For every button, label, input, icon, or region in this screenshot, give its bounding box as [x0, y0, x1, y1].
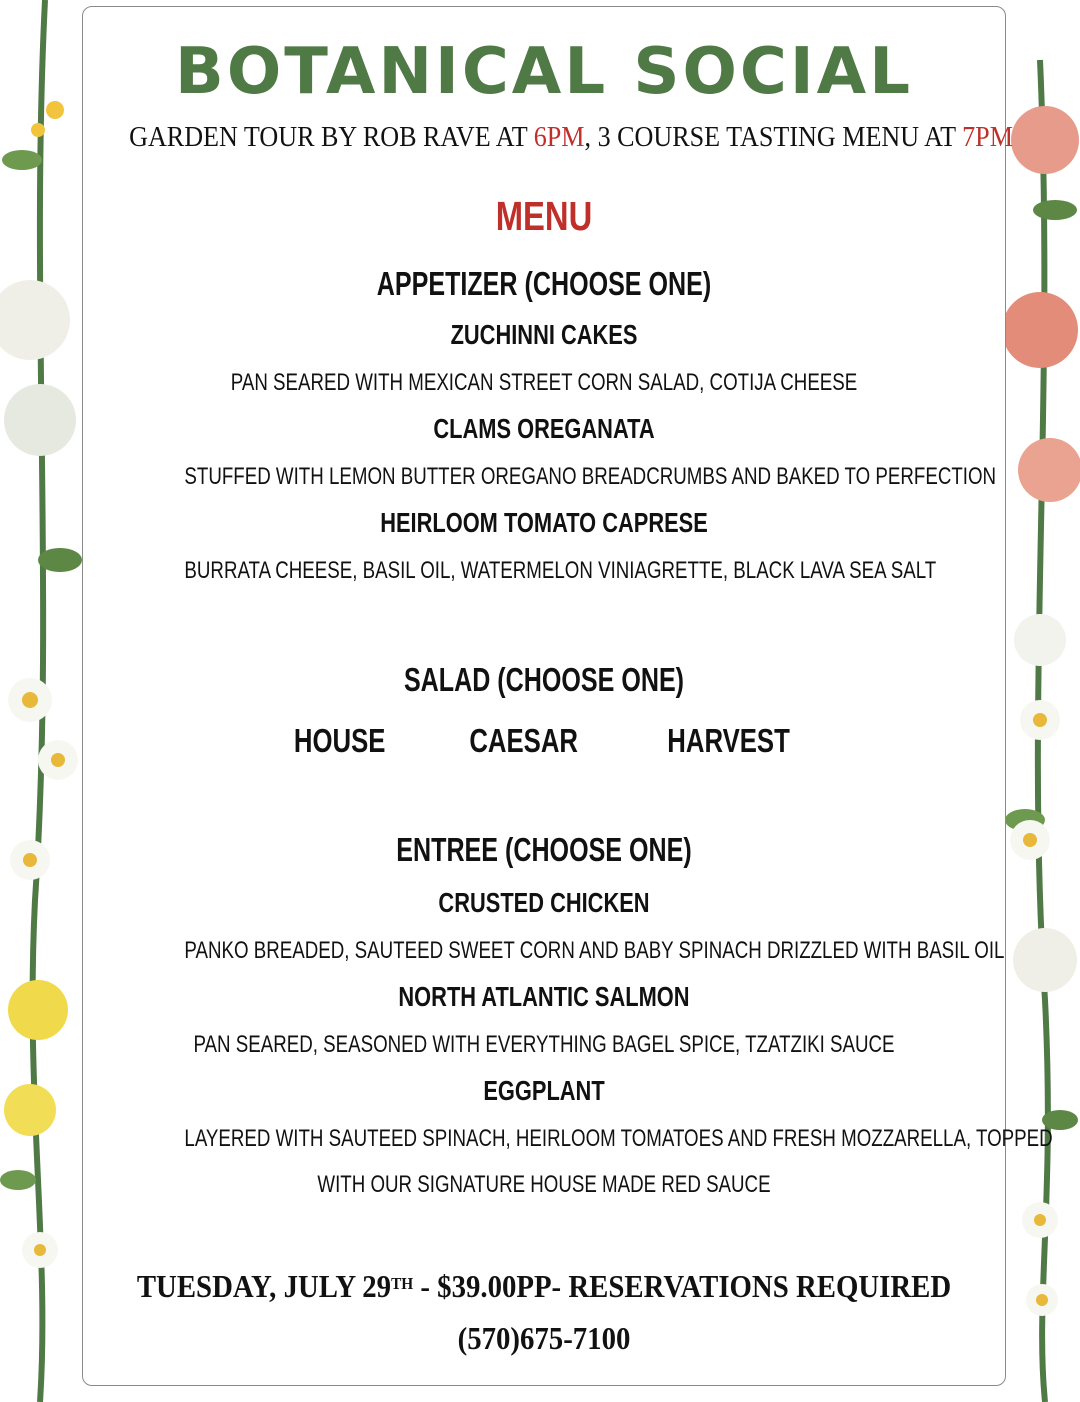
appetizer-item-name: ZUCHINNI CAKES	[450, 319, 638, 350]
appetizer-item-desc: PAN SEARED WITH MEXICAN STREET CORN SALAD, COTIJA CHEESE	[230, 369, 858, 396]
price-reservation: - $39.00PP- RESERVATIONS REQUIRED	[413, 1268, 952, 1304]
salad-options	[83, 719, 1005, 763]
entree-item-desc: PAN SEARED, SEASONED WITH EVERYTHING BAGEL SPICE, TZATZIKI SAUCE	[193, 1031, 895, 1058]
appetizer-item-desc: STUFFED WITH LEMON BUTTER OREGANO BREADCRUMBS AND BAKED TO PERFECTION	[184, 463, 997, 490]
entree-item-desc: LAYERED WITH SAUTEED SPINACH, HEIRLOOM TOMATOES AND FRESH MOZZARELLA, TOPPED	[184, 1125, 1053, 1152]
salad-option: HARVEST	[667, 722, 790, 759]
floral-border-right	[1000, 0, 1080, 1402]
entree-item-desc: WITH OUR SIGNATURE HOUSE MADE RED SAUCE	[317, 1171, 771, 1198]
subtitle-part-2: , 3 COURSE TASTING MENU AT	[584, 121, 963, 153]
entree-heading: ENTREE (CHOOSE ONE)	[396, 831, 692, 868]
tour-time: 6PM	[533, 121, 585, 153]
phone-number: (570)675-7100	[457, 1320, 631, 1356]
event-date: TUESDAY, JULY 29	[136, 1268, 392, 1304]
date-suffix: TH	[391, 1274, 414, 1293]
appetizer-heading: APPETIZER (CHOOSE ONE)	[376, 265, 712, 302]
salad-heading: SALAD (CHOOSE ONE)	[403, 661, 685, 698]
appetizer-item-desc: BURRATA CHEESE, BASIL OIL, WATERMELON VINIAGRETTE, BLACK LAVA SEA SALT	[184, 557, 937, 584]
menu-time: 7PM	[962, 121, 1013, 153]
menu-heading: MENU	[495, 193, 593, 239]
floral-border-left	[0, 0, 90, 1402]
subtitle-part-1: GARDEN TOUR BY ROB RAVE AT	[129, 121, 534, 153]
entree-item-name: CRUSTED CHICKEN	[438, 887, 650, 918]
event-subtitle	[129, 117, 1013, 157]
salad-option: HOUSE	[294, 722, 386, 759]
salad-option: CAESAR	[469, 722, 579, 759]
event-date-price	[129, 1265, 959, 1307]
event-title: BOTANICAL SOCIAL	[175, 35, 913, 109]
entree-item-name: NORTH ATLANTIC SALMON	[398, 981, 690, 1012]
appetizer-item-name: HEIRLOOM TOMATO CAPRESE	[380, 507, 708, 538]
appetizer-item-name: CLAMS OREGANATA	[433, 413, 655, 444]
menu-card	[82, 6, 1053, 1386]
entree-item-desc: PANKO BREADED, SAUTEED SWEET CORN AND BABY SPINACH DRIZZLED WITH BASIL OIL	[184, 937, 1005, 964]
entree-item-name: EGGPLANT	[483, 1075, 605, 1106]
